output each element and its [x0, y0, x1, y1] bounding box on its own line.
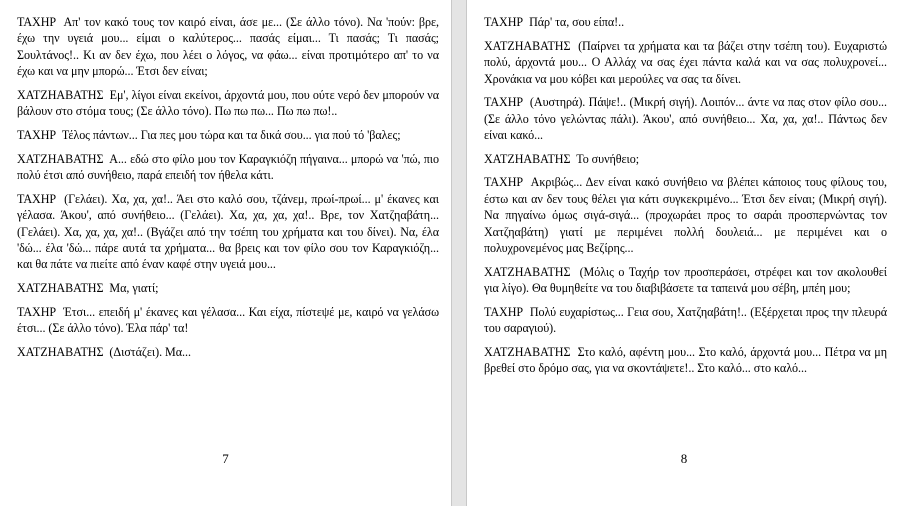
dialogue-paragraph: [484, 344, 887, 377]
dialogue-paragraph: [17, 127, 439, 143]
dialogue-paragraph: [17, 280, 439, 296]
page-number: 7: [222, 451, 229, 466]
dialogue-text: (Παίρνει τα χρήματα και τα βάζει στην τσέπη του). Ευχαριστώ πολύ, άρχοντά μου... Ο Αλλάχ να σας έχει πάντα καλά και να σας πολυχρονεί... Χρονάκια να μου κόβει και μερούλες να σας τα δίνει.: [484, 38, 887, 86]
page-number: 8: [680, 451, 688, 466]
dialogue-paragraph: [17, 344, 439, 360]
dialogue-text: Πάρ' τα, σου είπα!..: [529, 15, 625, 29]
dialogue-text: (Διστάζει). Μα...: [109, 344, 191, 359]
dialogue-paragraph: [484, 94, 887, 143]
speaker-name: ΧΑΤΖΗΑΒΑΤΗΣ: [17, 151, 104, 166]
speaker-name: ΤΑΧΗΡ: [17, 15, 57, 29]
dialogue-paragraph: [17, 191, 439, 273]
speaker-name: ΤΑΧΗΡ: [17, 128, 57, 143]
dialogue-paragraph: [484, 304, 887, 337]
speaker-name: ΤΑΧΗΡ: [484, 304, 524, 319]
dialogue-text: Το συνήθειο;: [576, 151, 640, 166]
speaker-name: ΧΑΤΖΗΑΒΑΤΗΣ: [484, 151, 571, 166]
dialogue-paragraph: [17, 304, 439, 337]
dialogue-text: Έτσι... επειδή μ' έκανες και γέλασα... Και είχα, πίστεψέ με, καιρό να γελάσω έτσι... (Σε άλλο τόνο). Έλα πάρ' τα!: [17, 304, 439, 336]
speaker-name: ΧΑΤΖΗΑΒΑΤΗΣ: [484, 264, 571, 279]
dialogue-paragraph: [17, 14, 439, 80]
dialogue-text: (Γελάει). Χα, χα, χα!.. Άει στο καλό σου, τζάνεμ, πρωί-πρωί... μ' έκανες και γέλασα. Άκου', από συνήθειο... (Γελάει). Χα, χα, χα, χα!.. Βρε, τον Χατζηαβάτη... (Γελάει). Χα, χα, χα, χα!.. (Βγάζει από την τσέπη του χρήματα και του δίνει). Να, έλα 'δώ... έλα 'δώ... πάρε αυτά τα χρήματα... θα βρεις και τον φίλο σου τον Καραγκιόζη... και θα πάτε να πιείτε από έναν καφέ στην υγειά μου...: [17, 191, 439, 272]
dialogue-paragraph: [484, 264, 887, 297]
dialogue-text: Μα, γιατί;: [109, 281, 159, 296]
dialogue-paragraph: [484, 38, 887, 87]
speaker-name: ΤΑΧΗΡ: [17, 304, 57, 319]
dialogue-paragraph: [484, 174, 887, 256]
dialogue-text: (Αυστηρά). Πάψε!.. (Μικρή σιγή). Λοιπόν... άντε να πας στον φίλο σου... (Σε άλλο τόνο γελώντας πάλι). Άκου', από συνήθειο... Χα, χα, χα!.. Πάντως δεν είναι κακό...: [484, 95, 887, 143]
speaker-name: ΧΑΤΖΗΑΒΑΤΗΣ: [484, 38, 571, 53]
dialogue-text: Εμ', λίγοι είναι εκείνοι, άρχοντά μου, που ούτε νερό δεν μπορούν να βάλουν στο στόμα τους; (Σε άλλο τόνο). Πω πω πω... Πω πω πω!..: [17, 87, 439, 119]
speaker-name: ΤΑΧΗΡ: [17, 191, 57, 206]
page-gutter: [451, 0, 467, 506]
dialogue-text: Απ' τον κακό τους τον καιρό είναι, άσε με... (Σε άλλο τόνο). Να 'πούν: βρε, έχω την υγειά μου... είμαι ο καλύτερος... πασάς είμαι... Τι πασάς; Τι πασάς; Σουλτάνος!.. Κι αν δεν έχω, που λέει ο λόγος, να φάω... είναι προτιμότερο απ' το να έχω και να μην μπορώ... Έτσι δεν είναι;: [17, 15, 439, 79]
page-right: [467, 0, 901, 506]
dialogue-text: Πολύ ευχαρίστως... Γεια σου, Χατζηαβάτη!.. (Εξέρχεται προς την πλευρά του σαραγιού).: [484, 304, 887, 336]
dialogue-paragraph: [484, 14, 887, 30]
dialogue-text: Στο καλό, αφέντη μου... Στο καλό, άρχοντά μου... Πέτρα να μη βρεθεί στο δρόμο σας, για να σκοντάψετε!.. Στο καλό... στο καλό...: [484, 344, 887, 376]
speaker-name: ΧΑΤΖΗΑΒΑΤΗΣ: [484, 344, 571, 359]
speaker-name: ΤΑΧΗΡ: [484, 95, 524, 110]
dialogue-paragraph: [17, 151, 439, 184]
dialogue-text: Τέλος πάντων... Για πες μου τώρα και τα δικά σου... για πού τό 'βαλες;: [61, 128, 401, 143]
dialogue-paragraph: [484, 151, 887, 167]
speaker-name: ΧΑΤΖΗΑΒΑΤΗΣ: [17, 281, 104, 296]
dialogue-text: Α... εδώ στο φίλο μου τον Καραγκιόζη πήγαινα... μπορώ να 'πώ, πιο πολύ έτσι από συνήθειο, παρά επειδή τον ήθελα κάτι.: [17, 151, 439, 183]
speaker-name: ΧΑΤΖΗΑΒΑΤΗΣ: [17, 87, 104, 102]
dialogue-paragraph: [17, 87, 439, 120]
speaker-name: ΤΑΧΗΡ: [484, 15, 524, 29]
speaker-name: ΧΑΤΖΗΑΒΑΤΗΣ: [17, 344, 104, 359]
dialogue-text: (Μόλις ο Ταχήρ τον προσπεράσει, στρέφει και τον ακολουθεί για λίγο). Θα θυμηθείτε να του διαβιβάσετε τα ταπεινά μου σέβη, μπέη μου;: [484, 264, 887, 296]
speaker-name: ΤΑΧΗΡ: [484, 175, 524, 190]
dialogue-text: Ακριβώς... Δεν είναι κακό συνήθειο να βλέπει κάποιος τους φίλους του, έστω και αν δεν τους θέλει για κάτι συγκεκριμένο... Έτσι δεν είναι; (Μικρή σιγή). Να πηγαίνω όμως σιγά-σιγά... (προχωράει προς το σαράι προσπερνώντας τον Χατζηαβάτη) γιατί με περιμένει πολλή δουλειά... με περιμένει και ο πολυχρονεμένος μας Βεζίρης...: [484, 175, 887, 256]
